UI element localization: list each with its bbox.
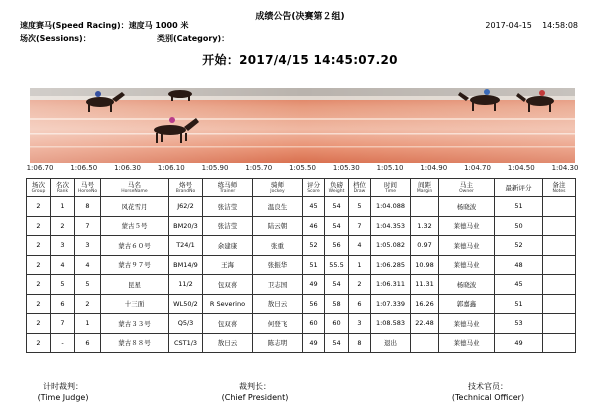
table-cell: 48 <box>495 255 543 275</box>
column-header <box>349 179 371 197</box>
table-cell: 1:07.339 <box>371 294 411 314</box>
table-row <box>27 197 576 217</box>
table-cell: 5 <box>75 275 101 295</box>
table-header-row <box>27 179 576 197</box>
table-cell: 敖日云 <box>203 333 253 353</box>
table-cell: 2 <box>51 216 75 236</box>
table-cell: WL50/2 <box>169 294 203 314</box>
table-cell: 56 <box>325 236 349 256</box>
column-header <box>169 179 203 197</box>
report-datetime <box>485 21 578 30</box>
column-header <box>371 179 411 197</box>
column-header-label-en: Notes <box>552 188 566 194</box>
table-cell: 1:04.088 <box>371 197 411 217</box>
table-cell: 54 <box>325 333 349 353</box>
table-cell: 51 <box>495 197 543 217</box>
table-cell: 60 <box>325 314 349 334</box>
table-cell: 52 <box>303 236 325 256</box>
column-header-label: 名次 <box>56 180 69 189</box>
start-time: 开始：2017/4/15 14:45:07.20 <box>202 53 398 67</box>
table-cell: 54 <box>325 275 349 295</box>
table-cell: 51 <box>303 255 325 275</box>
table-cell: 2 <box>27 216 51 236</box>
table-cell: 51 <box>495 294 543 314</box>
column-header <box>325 179 349 197</box>
table-cell: 54 <box>325 197 349 217</box>
table-cell: 蒙古９７号 <box>101 255 169 275</box>
column-header-label-en: Group <box>31 188 46 194</box>
table-row <box>27 275 576 295</box>
timeline-tick-label: 1:04.90 <box>420 164 448 172</box>
table-cell: 55.5 <box>325 255 349 275</box>
chief-president-signature <box>210 381 300 403</box>
column-header-label-en: Margin <box>416 188 433 194</box>
table-cell: 莱德马业 <box>439 216 495 236</box>
table-cell: 昆星 <box>101 275 169 295</box>
column-header-label: 马号 <box>81 180 94 189</box>
table-cell: 1:05.082 <box>371 236 411 256</box>
technical-officer-label: 技术官员： <box>468 382 508 391</box>
table-cell: 2 <box>27 255 51 275</box>
column-header-label: 负磅 <box>330 180 343 189</box>
table-cell: CST1/3 <box>169 333 203 353</box>
table-cell: Q5/3 <box>169 314 203 334</box>
column-header <box>303 179 325 197</box>
timeline-tick-label: 1:05.10 <box>376 164 404 172</box>
table-cell: 陆云朝 <box>253 216 303 236</box>
table-cell: 蒙古５号 <box>101 216 169 236</box>
column-header-label: 马主 <box>460 180 473 189</box>
table-cell: 3 <box>51 236 75 256</box>
column-header <box>543 179 576 197</box>
table-cell: 22.48 <box>411 314 439 334</box>
table-cell: 1:04.353 <box>371 216 411 236</box>
table-row <box>27 255 576 275</box>
table-cell: 54 <box>325 216 349 236</box>
table-row <box>27 236 576 256</box>
table-cell: 余建康 <box>203 236 253 256</box>
column-header-label-en: HorseNo <box>77 188 98 194</box>
table-cell: 7 <box>51 314 75 334</box>
timeline-tick-label: 1:05.70 <box>245 164 273 172</box>
table-cell: 包双喜 <box>203 275 253 295</box>
table-cell <box>543 314 576 334</box>
chief-president-label: 裁判长： <box>239 382 271 391</box>
table-cell: 53 <box>495 314 543 334</box>
table-cell: 何登飞 <box>253 314 303 334</box>
results-table <box>26 178 576 353</box>
table-cell: 张重 <box>253 236 303 256</box>
table-cell: 11.31 <box>411 275 439 295</box>
column-header-label-en: Time <box>384 188 396 194</box>
table-cell: 3 <box>75 236 101 256</box>
column-header <box>203 179 253 197</box>
table-cell: 49 <box>303 333 325 353</box>
table-cell: 4 <box>349 236 371 256</box>
race-line: 速度赛马(Speed Racing)：速度马 1000 米 <box>20 21 189 30</box>
table-cell <box>543 236 576 256</box>
table-cell: 莱德马业 <box>439 236 495 256</box>
timeline-tick-label: 1:06.30 <box>114 164 141 172</box>
table-cell <box>411 197 439 217</box>
table-cell: 7 <box>75 216 101 236</box>
column-header-label-en: Owner <box>459 188 474 194</box>
table-cell: BM14/9 <box>169 255 203 275</box>
column-header <box>51 179 75 197</box>
column-header-label-en: Draw <box>353 188 366 194</box>
timeline-tick-label: 1:06.50 <box>70 164 98 172</box>
column-header-label: 备注 <box>552 180 566 189</box>
table-cell: 温良生 <box>253 197 303 217</box>
column-header-label-en: Jockey <box>270 188 285 194</box>
table-cell: 6 <box>349 294 371 314</box>
table-cell: 45 <box>495 275 543 295</box>
photo-finish-image <box>30 88 575 163</box>
table-cell: 3 <box>349 314 371 334</box>
sessions-label: 场次(Sessions)： <box>20 34 91 43</box>
table-row <box>27 294 576 314</box>
table-cell: BM20/3 <box>169 216 203 236</box>
category-label: 类别(Category)： <box>157 34 230 43</box>
table-cell: 蒙古３３号 <box>101 314 169 334</box>
table-cell: 0.97 <box>411 236 439 256</box>
table-cell: 1:08.583 <box>371 314 411 334</box>
table-cell: 杨晓波 <box>439 197 495 217</box>
table-cell: 7 <box>349 216 371 236</box>
table-cell: 5 <box>349 197 371 217</box>
table-cell: 5 <box>51 275 75 295</box>
time-judge-label: 计时裁判： <box>43 382 83 391</box>
table-cell: 6 <box>75 333 101 353</box>
table-cell: 张振华 <box>253 255 303 275</box>
technical-officer-label-en: (Technical Officer) <box>451 393 525 402</box>
timeline-tick-label: 1:04.30 <box>551 164 579 172</box>
table-cell: 46 <box>303 216 325 236</box>
table-cell: 2 <box>75 294 101 314</box>
table-cell: 1:06.311 <box>371 275 411 295</box>
chief-president-label-en: (Chief President) <box>221 393 289 402</box>
table-cell: 52 <box>495 236 543 256</box>
table-cell: 4 <box>75 255 101 275</box>
column-header-label: 评分 <box>307 180 320 189</box>
table-cell: 45 <box>303 197 325 217</box>
column-header-label: 练马师 <box>217 180 238 189</box>
table-cell: 1 <box>51 197 75 217</box>
time-judge-label-en: (Time Judge) <box>37 393 89 402</box>
table-cell: 陈志明 <box>253 333 303 353</box>
report-time: 14:58:08 <box>542 21 578 30</box>
table-cell: 风花雪月 <box>101 197 169 217</box>
photo-finish-timeline <box>26 164 579 176</box>
column-header-label: 最新评分 <box>505 183 532 192</box>
table-cell: 2 <box>27 275 51 295</box>
column-header-label: 间距 <box>418 180 431 189</box>
column-header-label-en: HorseName <box>121 188 148 194</box>
column-header-label: 时间 <box>384 180 397 189</box>
column-header-label-en: Weight <box>328 188 345 194</box>
table-cell: 1.32 <box>411 216 439 236</box>
timeline-tick-label: 1:05.90 <box>201 164 229 172</box>
table-cell <box>543 275 576 295</box>
table-cell <box>543 197 576 217</box>
table-cell: 4 <box>51 255 75 275</box>
column-header <box>253 179 303 197</box>
technical-officer-signature <box>440 381 536 403</box>
table-cell <box>411 333 439 353</box>
table-cell <box>543 216 576 236</box>
table-cell: 卫志国 <box>253 275 303 295</box>
table-cell: 11/2 <box>169 275 203 295</box>
table-cell: 王海 <box>203 255 253 275</box>
table-cell: 6 <box>51 294 75 314</box>
table-cell: 2 <box>27 236 51 256</box>
timeline-tick-label: 1:04.50 <box>507 164 535 172</box>
table-cell: 杨晓波 <box>439 275 495 295</box>
table-cell: R Severino <box>203 294 253 314</box>
table-cell: - <box>51 333 75 353</box>
column-header-label-en: Trainer <box>219 188 236 194</box>
table-cell: 张洁莹 <box>203 197 253 217</box>
timeline-tick-label: 1:04.70 <box>464 164 491 172</box>
column-header-label: 骑师 <box>271 180 284 189</box>
table-cell: 蒙古８８号 <box>101 333 169 353</box>
table-cell: 56 <box>303 294 325 314</box>
column-header-label-en: Score <box>307 188 320 194</box>
column-header <box>439 179 495 197</box>
table-cell: 2 <box>27 197 51 217</box>
table-cell: 16.26 <box>411 294 439 314</box>
table-cell: 2 <box>349 275 371 295</box>
report-date: 2017-04-15 <box>485 21 532 30</box>
table-cell: 莱德马业 <box>439 333 495 353</box>
table-cell: 2 <box>27 333 51 353</box>
table-cell: 50 <box>495 216 543 236</box>
column-header-label: 场次 <box>32 180 45 189</box>
table-cell <box>543 333 576 353</box>
table-cell: T24/1 <box>169 236 203 256</box>
table-cell: 蒙古６０号 <box>101 236 169 256</box>
timeline-tick-label: 1:05.50 <box>289 164 316 172</box>
table-cell: 10.98 <box>411 255 439 275</box>
table-cell: 60 <box>303 314 325 334</box>
table-row <box>27 333 576 353</box>
column-header-label-en: Rank <box>56 188 69 194</box>
column-header <box>101 179 169 197</box>
table-cell: J62/2 <box>169 197 203 217</box>
table-row <box>27 314 576 334</box>
column-header <box>75 179 101 197</box>
report-title: 成绩公告(决赛第２组) <box>255 12 345 22</box>
timeline-tick-label: 1:06.10 <box>157 164 185 172</box>
column-header <box>27 179 51 197</box>
table-cell: 1 <box>349 255 371 275</box>
table-cell: 1 <box>75 314 101 334</box>
column-header-label: 烙号 <box>179 180 192 189</box>
table-cell: 郭嘉鑫 <box>439 294 495 314</box>
table-cell: 退出 <box>371 333 411 353</box>
column-header <box>411 179 439 197</box>
table-cell: 十三面 <box>101 294 169 314</box>
column-header <box>495 179 543 197</box>
time-judge-signature <box>28 381 98 403</box>
table-cell: 莱德马业 <box>439 314 495 334</box>
table-cell <box>543 255 576 275</box>
table-cell: 2 <box>27 314 51 334</box>
table-cell: 张洁莹 <box>203 216 253 236</box>
table-cell: 8 <box>75 197 101 217</box>
table-cell: 1:06.285 <box>371 255 411 275</box>
table-cell: 8 <box>349 333 371 353</box>
table-cell: 包双喜 <box>203 314 253 334</box>
column-header-label: 马名 <box>128 180 141 189</box>
table-cell: 敖日云 <box>253 294 303 314</box>
table-cell: 49 <box>303 275 325 295</box>
table-row <box>27 216 576 236</box>
table-cell: 49 <box>495 333 543 353</box>
table-cell: 2 <box>27 294 51 314</box>
table-cell <box>543 294 576 314</box>
timeline-tick-label: 1:06.70 <box>26 164 54 172</box>
column-header-label-en: BrandNo <box>175 188 196 194</box>
column-header-label: 档位 <box>353 180 366 189</box>
table-cell: 莱德马业 <box>439 255 495 275</box>
table-cell: 58 <box>325 294 349 314</box>
timeline-tick-label: 1:05.30 <box>332 164 360 172</box>
